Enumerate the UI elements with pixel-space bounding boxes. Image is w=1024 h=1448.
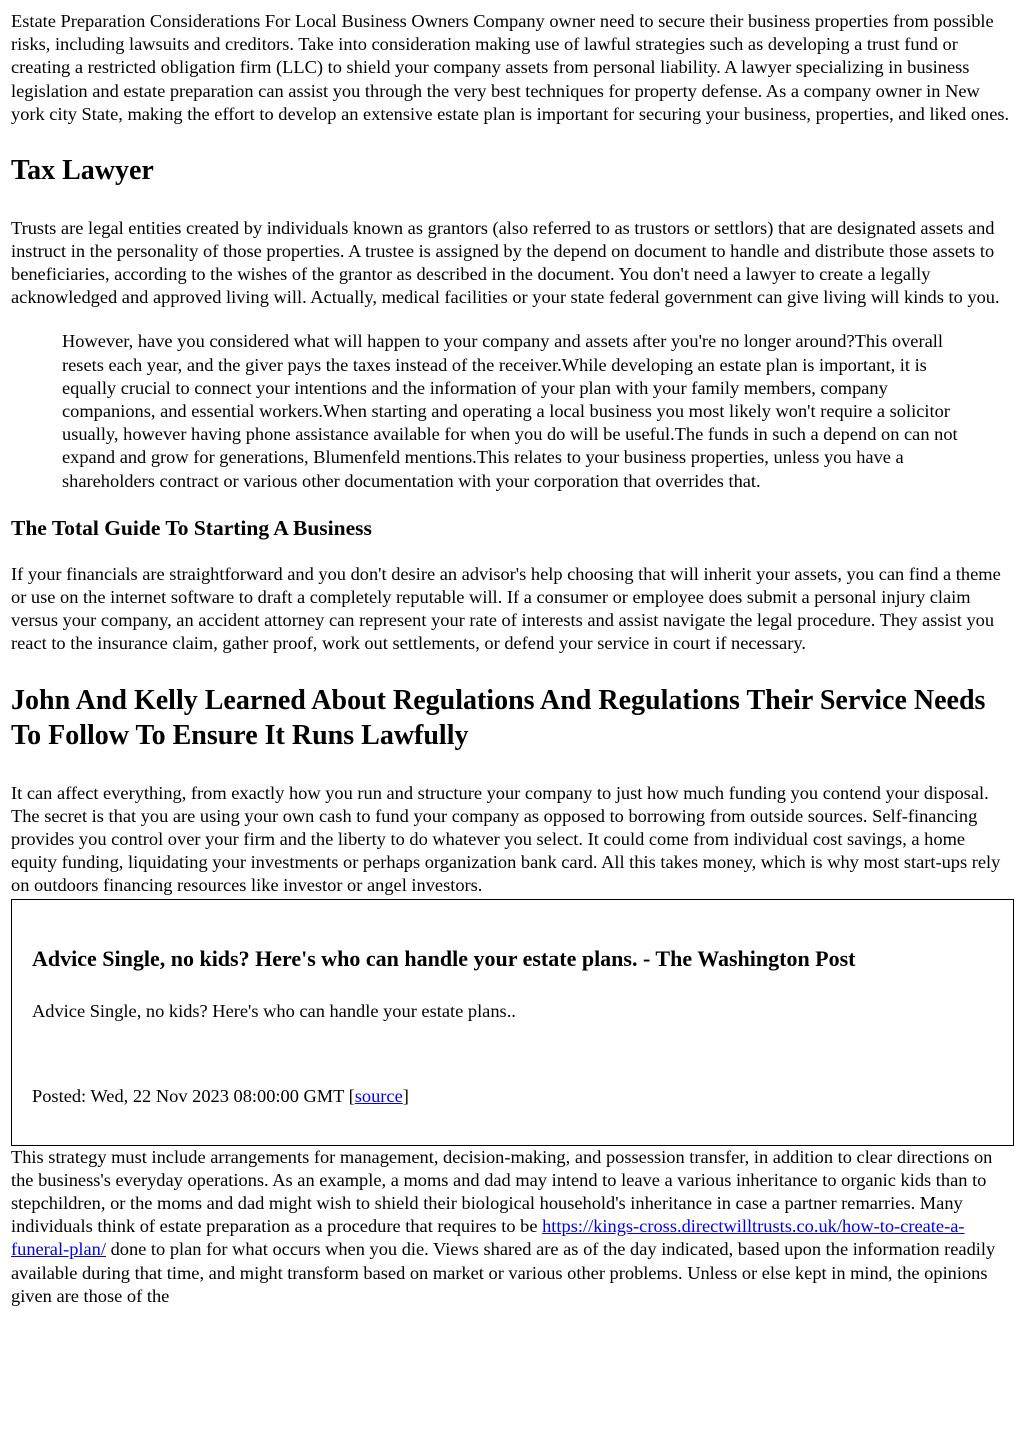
posted-date: Posted: Wed, 22 Nov 2023 08:00:00 GMT [: [32, 1085, 355, 1106]
guide-paragraph: If your financials are straightforward and you don't desire an advisor's help choosing that will inherit your assets, you can find a theme or use on the internet software to draft a completely reputable will. If a consumer or employee does submit a personal injury claim versus your company, an accident attorney can represent your rate of interests and assist navigate the legal procedure. They assist you react to the insurance claim, gather proof, work out settlements, or defend your service in court if necessary.: [11, 563, 1001, 654]
news-card-summary: Advice Single, no kids? Here's who can handle your estate plans..: [32, 1000, 516, 1021]
posted-bracket-close: ]: [402, 1085, 409, 1106]
tax-blockquote: However, have you considered what will happen to your company and assets after you're no longer around?This overall resets each year, and the giver pays the taxes instead of the receiver.While developing an estate plan is important, it is equally crucial to connect your intentions and the information of your plan with your family members, company companions, and essential workers.When starting and operating a local business you most likely won't require a solicitor usually, however having phone assistance available for when you do will be useful.The funds in such a depend on can not expand and grow for generations, Blumenfeld mentions.This relates to your business properties, unless you have a shareholders contract or various other documentation with your corporation that overrides that.: [62, 331, 958, 491]
closing-paragraph: [11, 1146, 1013, 1308]
closing-text-end: done to plan for what occurs when you die. Views shared are as of the day indicated, based upon the information readily available during that time, and might transform based on market or various other problems. Unless or else kept in mind, the opinions given are those of the: [11, 1239, 996, 1306]
heading-starting-business: The Total Guide To Starting A Business: [11, 515, 372, 540]
closing-text-start: This strategy must include arrangements for management, decision-making, and possession transfer, in addition to clear directions on the business's everyday operations. As an example, a moms and dad may intend to leave a various inheritance to organic kids than to stepchildren, or the moms and dad might wish to shield their biological household's inheritance in case a partner remarries. Many individuals think of estate preparation as a procedure that requires to be: [11, 1146, 993, 1237]
tax-paragraph: Trusts are legal entities created by individuals known as grantors (also referred to as trustors or settlors) that are designated assets and instruct in the personality of those properties. A trustee is assigned by the depend on document to handle and distribute those assets to beneficiaries, according to the wishes of the grantor as described in the document. You don't need a lawyer to create a legally acknowledged and approved living will. Actually, medical facilities or your state federal government can give living will kinds to you.: [11, 217, 1000, 308]
heading-tax-lawyer: Tax Lawyer: [11, 155, 154, 187]
news-card: [11, 899, 1014, 1146]
john-kelly-paragraph: It can affect everything, from exactly how you run and structure your company to just how much funding you contend your disposal. The secret is that you are using your own cash to fund your company as opposed to borrowing from outside sources. Self-financing provides you control over your firm and the liberty to do whatever you select. It could come from individual cost savings, a home equity funding, liquidating your investments or perhaps organization bank card. All this takes money, which is why most start-ups rely on outdoors financing resources like investor or angel investors.: [11, 782, 1001, 896]
intro-paragraph: Estate Preparation Considerations For Local Business Owners Company owner need to secure their business properties from possible risks, including lawsuits and creditors. Take into consideration making use of lawful strategies such as developing a trust fund or creating a restricted obligation firm (LLC) to shield your company assets from personal liability. A lawyer specializing in business legislation and estate preparation can assist you through the very best techniques for property defense. As a company owner in New york city State, making the effort to develop an extensive estate plan is important for securing your business, properties, and liked ones.: [11, 11, 1010, 124]
funeral-plan-link[interactable]: https://kings-cross.directwilltrusts.co.uk/how-to-create-a-funeral-plan/: [11, 1216, 965, 1260]
news-card-posted: [32, 1085, 993, 1108]
source-link[interactable]: source: [354, 1085, 403, 1106]
heading-john-kelly: John And Kelly Learned About Regulations And Regulations Their Service Needs To Follow To Ensure It Runs Lawfully: [11, 684, 986, 752]
news-card-title: Advice Single, no kids? Here's who can handle your estate plans. - The Washington Post: [32, 945, 856, 971]
